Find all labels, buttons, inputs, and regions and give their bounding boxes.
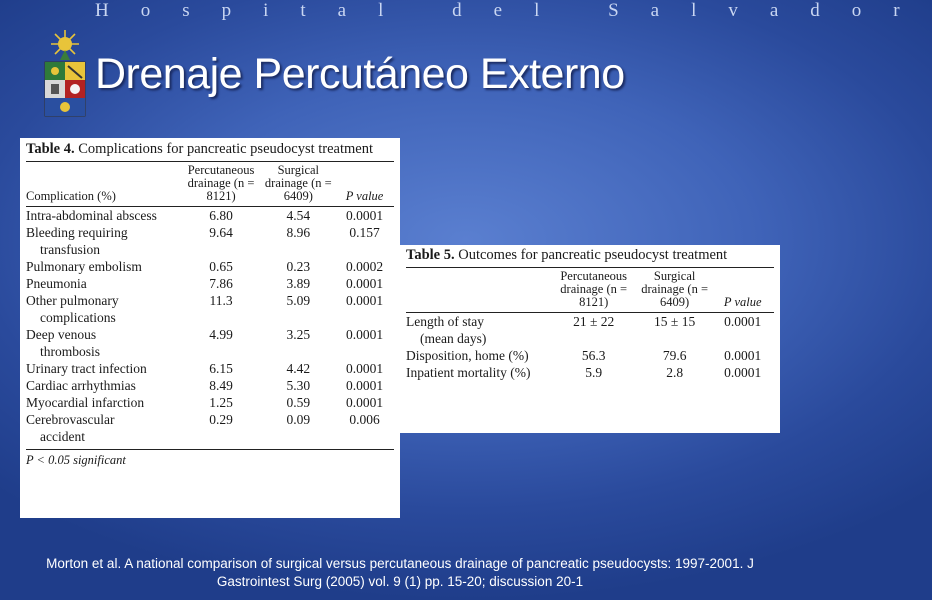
row-label bbox=[26, 377, 181, 394]
row-label bbox=[26, 292, 181, 326]
table-row bbox=[26, 292, 394, 326]
table-row bbox=[26, 224, 394, 258]
table-row bbox=[26, 207, 394, 225]
table4-caption bbox=[26, 141, 394, 162]
percutaneous-value: 0.65 bbox=[209, 259, 233, 274]
p-value: 0.157 bbox=[349, 225, 380, 240]
sun-icon bbox=[51, 30, 79, 60]
percutaneous-value: 7.86 bbox=[209, 276, 233, 291]
row-label-continuation: (mean days) bbox=[420, 331, 487, 346]
percutaneous-value: 6.80 bbox=[209, 208, 233, 223]
table5-col-surgical: Surgical drainage (n = 6409) bbox=[641, 269, 708, 309]
row-label bbox=[406, 347, 550, 364]
table-row bbox=[26, 275, 394, 292]
table4-caption-text: Complications for pancreatic pseudocyst treatment bbox=[78, 141, 373, 157]
row-label-continuation: thrombosis bbox=[40, 344, 101, 359]
row-label-text: Inpatient mortality (%) bbox=[406, 365, 531, 380]
row-label bbox=[406, 313, 550, 348]
row-label-continuation: complications bbox=[40, 310, 116, 325]
row-label bbox=[26, 258, 181, 275]
table-row bbox=[406, 313, 774, 348]
table4-col-surgical: Surgical drainage (n = 6409) bbox=[264, 163, 332, 203]
p-value: 0.0001 bbox=[345, 276, 384, 291]
p-value: 0.0001 bbox=[724, 348, 762, 363]
p-value: 0.0002 bbox=[345, 259, 384, 274]
row-label-text: Deep venous bbox=[26, 327, 97, 342]
table4-body bbox=[26, 207, 394, 446]
p-value: 0.0001 bbox=[724, 365, 762, 380]
percutaneous-value: 5.9 bbox=[585, 365, 603, 380]
percutaneous-value: 11.3 bbox=[209, 293, 233, 308]
percutaneous-value: 9.64 bbox=[209, 225, 233, 240]
table-row bbox=[26, 258, 394, 275]
percutaneous-value: 4.99 bbox=[209, 327, 233, 342]
row-label bbox=[26, 394, 181, 411]
row-label-text: Urinary tract infection bbox=[26, 361, 147, 376]
table4-header-row bbox=[26, 162, 394, 207]
row-label bbox=[26, 275, 181, 292]
row-label-text: Cerebrovascular bbox=[26, 412, 115, 427]
surgical-value: 4.54 bbox=[286, 208, 311, 223]
table5-col-pvalue: P value bbox=[723, 295, 762, 309]
row-label-text: Intra-abdominal abscess bbox=[26, 208, 157, 223]
row-label bbox=[26, 224, 181, 258]
table4-col-percutaneous: Percutaneous drainage (n = 8121) bbox=[187, 163, 255, 203]
row-label bbox=[26, 411, 181, 445]
hospital-name: Hospital del Salvador bbox=[95, 0, 932, 21]
surgical-value: 79.6 bbox=[662, 348, 687, 363]
table-row bbox=[26, 377, 394, 394]
row-label-text: Myocardial infarction bbox=[26, 395, 145, 410]
table4-footnote: P < 0.05 significant bbox=[26, 449, 394, 468]
surgical-value: 0.23 bbox=[286, 259, 311, 274]
row-label-text: Disposition, home (%) bbox=[406, 348, 529, 363]
table-row bbox=[406, 347, 774, 364]
p-value: 0.0001 bbox=[345, 378, 384, 393]
row-label bbox=[26, 360, 181, 377]
table5-grid bbox=[406, 268, 774, 381]
row-label-continuation: transfusion bbox=[40, 242, 100, 257]
row-label-text: Pulmonary embolism bbox=[26, 259, 142, 274]
row-label-text: Bleeding requiring bbox=[26, 225, 128, 240]
table5-caption-text: Outcomes for pancreatic pseudocyst treatment bbox=[458, 247, 728, 263]
p-value: 0.0001 bbox=[345, 361, 384, 376]
row-label bbox=[406, 364, 550, 381]
slide-title: Drenaje Percutáneo Externo bbox=[95, 50, 625, 98]
row-label-text: Length of stay bbox=[406, 314, 484, 329]
p-value: 0.0001 bbox=[345, 395, 384, 410]
table-row bbox=[406, 364, 774, 381]
complications-table bbox=[20, 138, 400, 518]
table5-number: Table 5. bbox=[406, 247, 455, 263]
row-label-text: Cardiac arrhythmias bbox=[26, 378, 136, 393]
table4-col-pvalue: P value bbox=[345, 189, 384, 203]
p-value: 0.006 bbox=[349, 412, 380, 427]
row-label bbox=[26, 326, 181, 360]
row-label-continuation: accident bbox=[40, 429, 85, 444]
citation-reference: Morton et al. A national comparison of surgical versus percutaneous drainage of pancreatic pseudocysts: 1997-2001. J Gastrointest Surg (2005) vol. 9 (1) pp. 15-20; discussion 20-1 bbox=[46, 556, 754, 589]
p-value: 0.0001 bbox=[345, 327, 384, 342]
percutaneous-value: 1.25 bbox=[209, 395, 233, 410]
table-row bbox=[26, 360, 394, 377]
table4-number: Table 4. bbox=[26, 141, 75, 157]
p-value: 0.0001 bbox=[345, 208, 384, 223]
outcomes-table bbox=[400, 245, 780, 433]
table-row bbox=[26, 326, 394, 360]
p-value: 0.0001 bbox=[724, 314, 762, 329]
percutaneous-value: 56.3 bbox=[581, 348, 606, 363]
table-row bbox=[26, 411, 394, 445]
table5-col-label bbox=[406, 268, 550, 313]
surgical-value: 3.25 bbox=[286, 327, 311, 342]
table5-body bbox=[406, 313, 774, 382]
surgical-value: 5.30 bbox=[286, 378, 311, 393]
row-label-text: Pneumonia bbox=[26, 276, 87, 291]
surgical-value: 8.96 bbox=[286, 225, 311, 240]
percutaneous-value: 6.15 bbox=[209, 361, 233, 376]
table-row bbox=[26, 394, 394, 411]
table4-grid bbox=[26, 162, 394, 445]
percutaneous-value: 21 ± 22 bbox=[573, 314, 615, 329]
percutaneous-value: 8.49 bbox=[209, 378, 233, 393]
table5-header-row bbox=[406, 268, 774, 313]
row-label bbox=[26, 207, 181, 225]
surgical-value: 5.09 bbox=[286, 293, 311, 308]
row-label-text: Other pulmonary bbox=[26, 293, 119, 308]
percutaneous-value: 0.29 bbox=[209, 412, 233, 427]
surgical-value: 15 ± 15 bbox=[654, 314, 696, 329]
surgical-value: 2.8 bbox=[666, 365, 684, 380]
surgical-value: 0.59 bbox=[286, 395, 311, 410]
surgical-value: 0.09 bbox=[286, 412, 311, 427]
surgical-value: 4.42 bbox=[286, 361, 311, 376]
p-value: 0.0001 bbox=[345, 293, 384, 308]
table5-col-percutaneous: Percutaneous drainage (n = 8121) bbox=[560, 269, 628, 309]
university-crest-logo bbox=[40, 28, 90, 120]
shield-icon bbox=[45, 62, 85, 116]
surgical-value: 3.89 bbox=[286, 276, 311, 291]
table5-caption bbox=[406, 247, 774, 268]
table4-col-complication: Complication (%) bbox=[26, 189, 116, 203]
